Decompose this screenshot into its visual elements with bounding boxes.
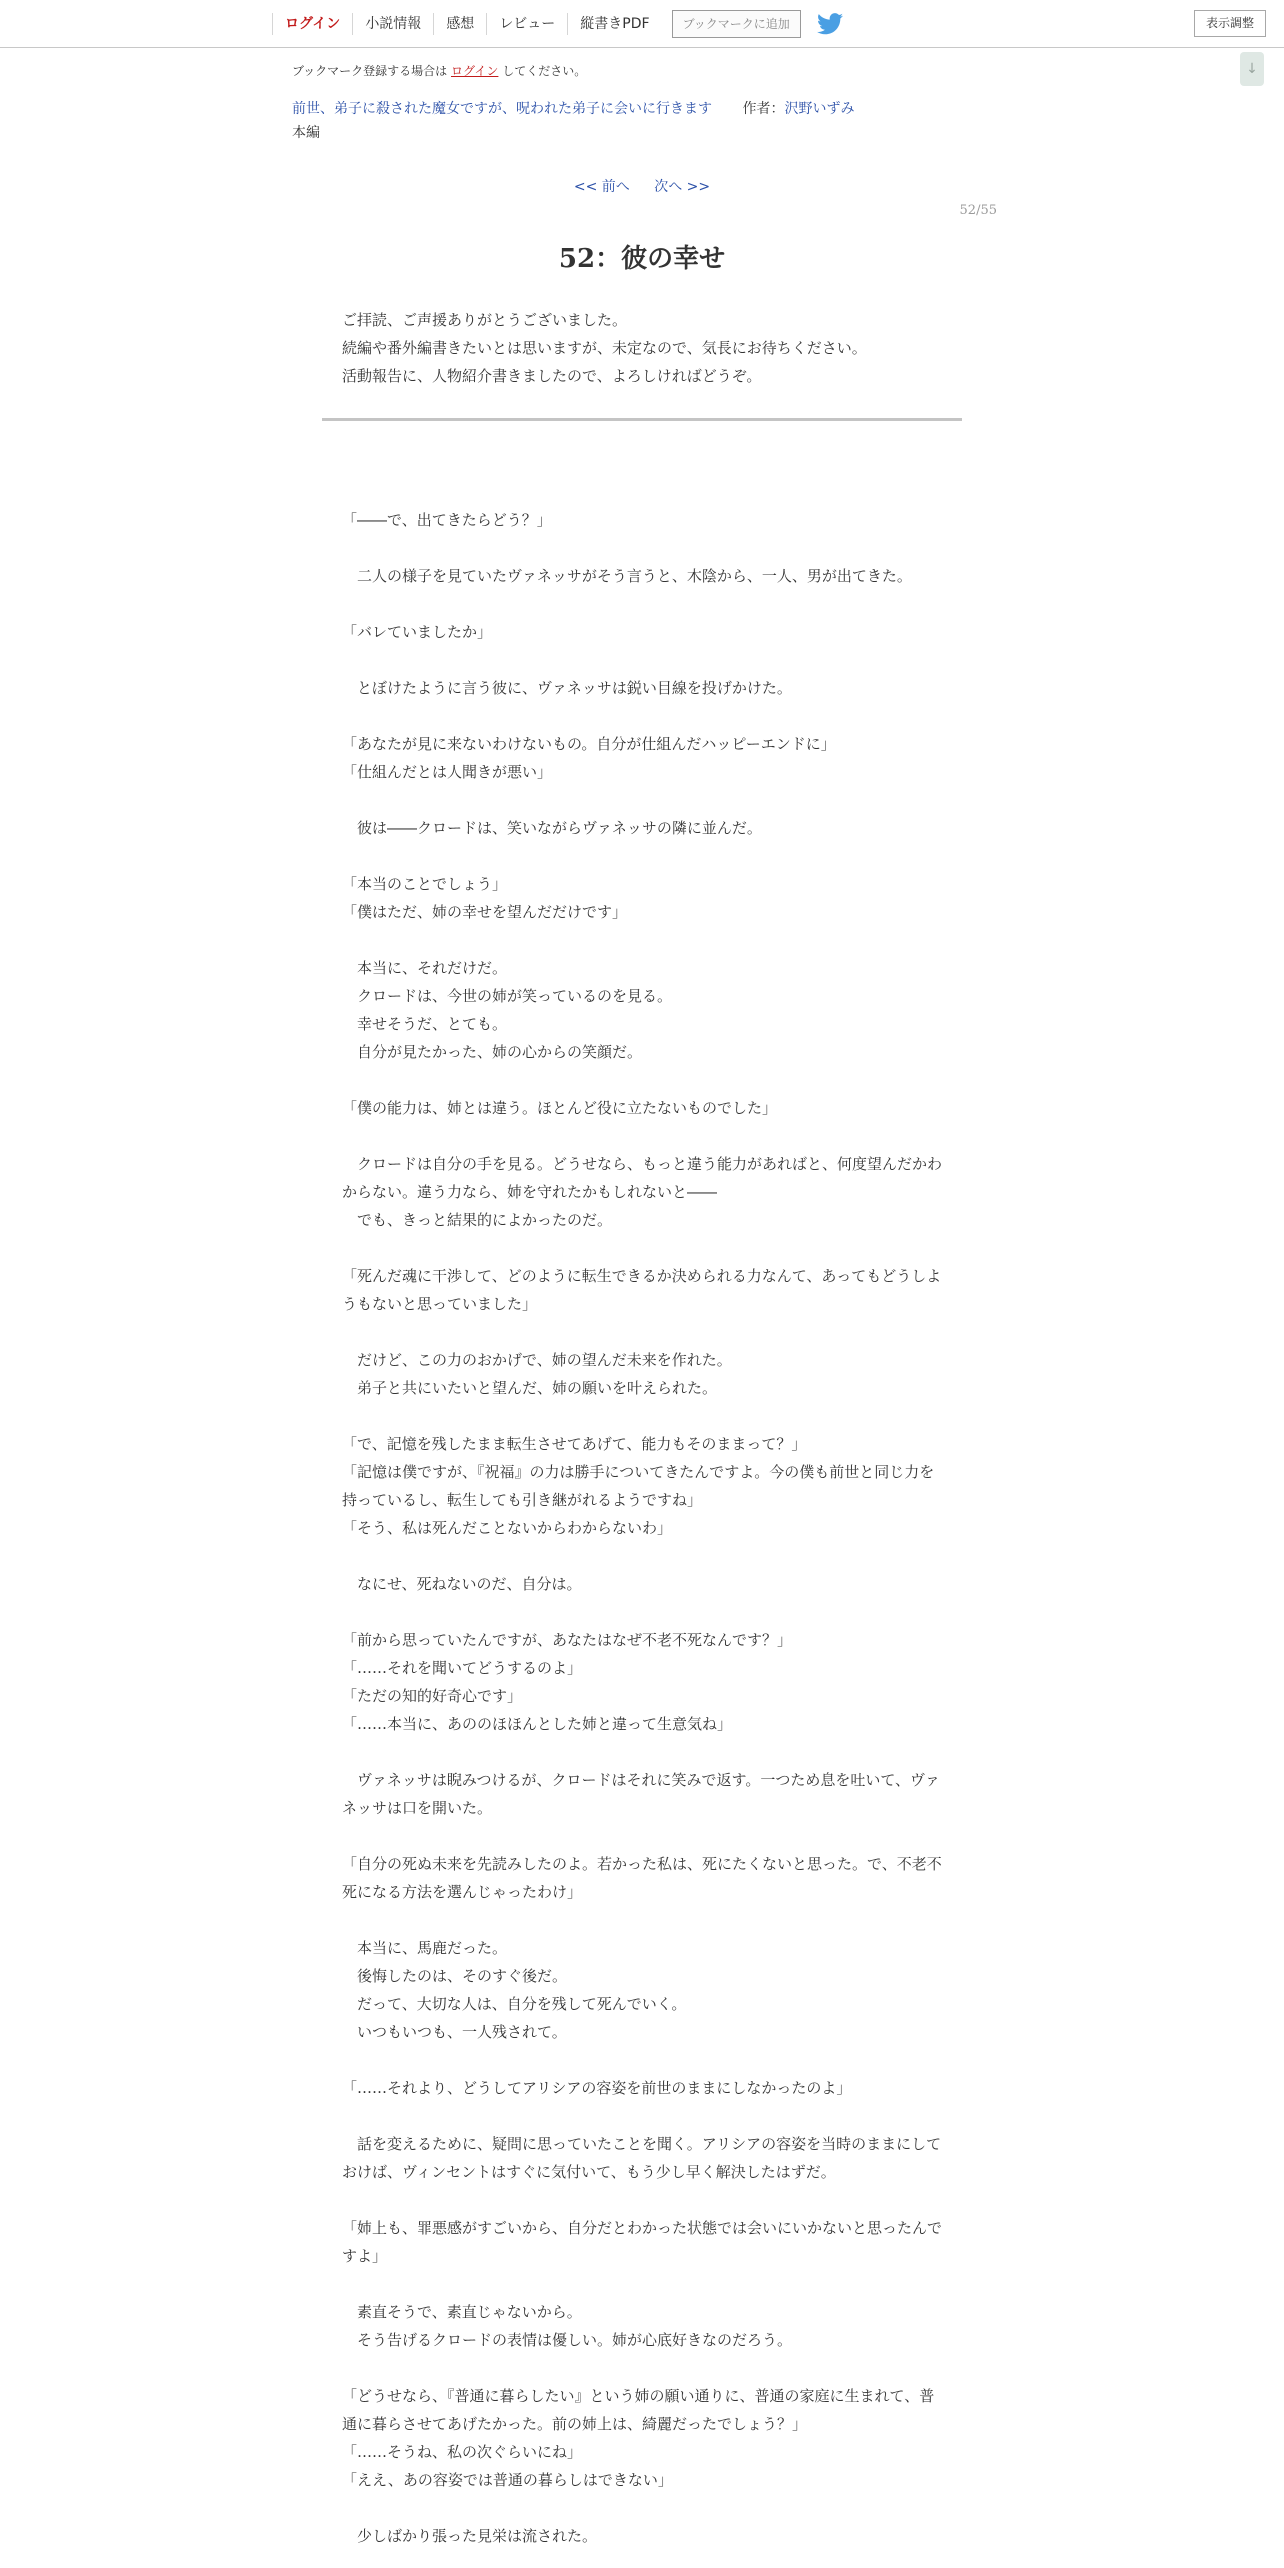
nav-menu <box>272 0 843 47</box>
body-line: 素直そうで、素直じゃないから。 <box>342 2303 582 2321</box>
author-label: 作者： <box>742 101 785 117</box>
nav-impressions-link[interactable]: 感想 <box>433 13 486 35</box>
work-title-link[interactable]: 前世、弟子に殺された魔女ですが、呪われた弟子に会いに行きます <box>292 101 712 117</box>
body-line <box>342 1906 942 1934</box>
prev-chapter-link[interactable]: << 前へ <box>573 179 630 195</box>
add-bookmark-button[interactable]: ブックマークに追加 <box>672 10 801 38</box>
body-line: クロードは自分の手を見る。どうせなら、もっと違う能力があればと、何度望んだかわからない。違う力なら、姉を守れたかもしれないと―― <box>342 1155 943 1201</box>
body-line: いつもいつも、一人残されて。 <box>342 2023 567 2041</box>
body-line: クロードは、今世の姉が笑っているのを見る。 <box>342 987 673 1005</box>
body-line <box>342 842 942 870</box>
body-line <box>342 2186 942 2214</box>
body-line <box>342 534 942 562</box>
body-line <box>342 702 942 730</box>
body-line: 本当に、馬鹿だった。 <box>342 1939 508 1957</box>
body-line: 「記憶は僕ですが、『祝福』の力は勝手についてきたんですよ。今の僕も前世と同じ力を持っているし、転生しても引き継がれるようですね」 <box>342 1463 935 1509</box>
body-line <box>342 2046 942 2074</box>
nav-vertical-pdf-link[interactable]: 縦書きPDF <box>567 13 661 35</box>
scroll-down-button[interactable]: ↓ <box>1240 52 1264 86</box>
next-chapter-link[interactable]: 次へ >> <box>654 179 711 195</box>
body-line <box>342 1122 942 1150</box>
preface-line: 活動報告に、人物紹介書きましたので、よろしければどうぞ。 <box>342 367 762 385</box>
body-line <box>342 2270 942 2298</box>
body-line: 「前から思っていたんですが、あなたはなぜ不老不死なんです？」 <box>342 1631 793 1649</box>
chapter-title: 52：彼の幸せ <box>558 244 726 274</box>
body-line: 後悔したのは、そのすぐ後だ。 <box>342 1967 568 1985</box>
body-line: なにせ、死ねないのだ、自分は。 <box>342 1575 582 1593</box>
body-line: 話を変えるために、疑問に思っていたことを聞く。アリシアの容姿を当時のままにしておけば、ヴィンセントはすぐに気付いて、もう少し早く解決したはずだ。 <box>342 2135 942 2181</box>
preface <box>342 306 962 390</box>
body-line <box>342 2354 942 2382</box>
body-line: 「ええ、あの容姿では普通の暮らしはできない」 <box>342 2471 673 2489</box>
body-line: 「姉上も、罪悪感がすごいから、自分だとわかった状態では会いにいかないと思ったんですよ」 <box>342 2219 943 2265</box>
chapter-pager <box>0 176 1284 196</box>
body-line: 「死んだ魂に干渉して、どのように転生できるか決められる力なんて、あってもどうしようもないと思っていました」 <box>342 1267 942 1313</box>
body-line <box>342 1822 942 1850</box>
body-line <box>342 1402 942 1430</box>
chapter-body <box>342 506 942 2550</box>
author-link[interactable]: 沢野いずみ <box>784 101 855 117</box>
body-line: だけど、この力のおかげで、姉の望んだ未来を作れた。 <box>342 1351 732 1369</box>
body-line: 彼は――クロードは、笑いながらヴァネッサの隣に並んだ。 <box>342 819 762 837</box>
body-line <box>342 786 942 814</box>
body-line: 「自分の死ぬ未来を先読みしたのよ。若かった私は、死にたくないと思った。で、不老不死になる方法を選んじゃったわけ」 <box>342 1855 942 1901</box>
work-info <box>292 98 854 118</box>
body-line <box>342 1066 942 1094</box>
body-line <box>342 1542 942 1570</box>
body-line: 少しばかり張った見栄は流された。 <box>342 2527 598 2545</box>
chapter-category: 本編 <box>292 125 320 141</box>
bookmark-note-after: してください。 <box>502 64 587 78</box>
body-line: 弟子と共にいたいと望んだ、姉の願いを叶えられた。 <box>342 1379 718 1397</box>
body-line: 「そう、私は死んだことないからわからないわ」 <box>342 1519 673 1537</box>
preface-line: ご拝読、ご声援ありがとうございました。 <box>342 311 628 329</box>
bookmark-login-note <box>292 62 586 79</box>
body-line: でも、きっと結果的によかったのだ。 <box>342 1211 613 1229</box>
body-line: 「――で、出てきたらどう？」 <box>342 511 552 529</box>
body-line: 「……それより、どうしてアリシアの容姿を前世のままにしなかったのよ」 <box>342 2079 852 2097</box>
display-settings-button[interactable]: 表示調整 <box>1194 10 1266 37</box>
body-line <box>342 590 942 618</box>
preface-divider <box>322 418 962 421</box>
twitter-icon[interactable] <box>817 13 843 35</box>
body-line <box>342 2494 942 2522</box>
body-line: そう告げるクロードの表情は優しい。姉が心底好きなのだろう。 <box>342 2331 793 2349</box>
bookmark-note-before: ブックマーク登録する場合は <box>292 64 448 78</box>
body-line <box>342 926 942 954</box>
body-line: 「僕の能力は、姉とは違う。ほとんど役に立たないものでした」 <box>342 1099 778 1117</box>
body-line: 「どうせなら、『普通に暮らしたい』という姉の願い通りに、普通の家庭に生まれて、普通に暮らさせてあげたかった。前の姉上は、綺麗だったでしょう？」 <box>342 2387 935 2433</box>
body-line: 「バレていましたか」 <box>342 623 493 641</box>
body-line: とぼけたように言う彼に、ヴァネッサは鋭い目線を投げかけた。 <box>342 679 792 697</box>
nav-novel-info-link[interactable]: 小説情報 <box>352 13 433 35</box>
body-line: 「本当のことでしょう」 <box>342 875 508 893</box>
body-line: 「仕組んだとは人聞きが悪い」 <box>342 763 553 781</box>
bookmark-note-login-link[interactable]: ログイン <box>451 64 499 78</box>
body-line: 「……それを聞いてどうするのよ」 <box>342 1659 583 1677</box>
body-line: 「僕はただ、姉の幸せを望んだだけです」 <box>342 903 628 921</box>
body-line: 「……本当に、あののほほんとした姉と違って生意気ね」 <box>342 1715 733 1733</box>
body-line: 「で、記憶を残したまま転生させてあげて、能力もそのままって？」 <box>342 1435 807 1453</box>
body-line: 自分が見たかった、姉の心からの笑顔だ。 <box>342 1043 643 1061</box>
chapter-number: 52/55 <box>959 203 997 218</box>
top-navigation-bar <box>0 0 1284 48</box>
body-line: ヴァネッサは睨みつけるが、クロードはそれに笑みで返す。一つため息を吐いて、ヴァネッサは口を開いた。 <box>342 1771 940 1817</box>
body-line: 「ただの知的好奇心です」 <box>342 1687 523 1705</box>
preface-line: 続編や番外編書きたいとは思いますが、未定なので、気長にお待ちください。 <box>342 339 867 357</box>
body-line <box>342 1318 942 1346</box>
body-line: 二人の様子を見ていたヴァネッサがそう言うと、木陰から、一人、男が出てきた。 <box>342 567 912 585</box>
nav-login-link[interactable]: ログイン <box>272 13 352 35</box>
body-line <box>342 2102 942 2130</box>
body-line <box>342 1598 942 1626</box>
body-line <box>342 1738 942 1766</box>
body-line: 幸せそうだ、とても。 <box>342 1015 508 1033</box>
body-line <box>342 1234 942 1262</box>
body-line: 本当に、それだけだ。 <box>342 959 508 977</box>
nav-review-link[interactable]: レビュー <box>486 13 567 35</box>
body-line: だって、大切な人は、自分を残して死んでいく。 <box>342 1995 687 2013</box>
body-line: 「あなたが見に来ないわけないもの。自分が仕組んだハッピーエンドに」 <box>342 735 836 753</box>
body-line <box>342 646 942 674</box>
body-line: 「……そうね、私の次ぐらいにね」 <box>342 2443 583 2461</box>
